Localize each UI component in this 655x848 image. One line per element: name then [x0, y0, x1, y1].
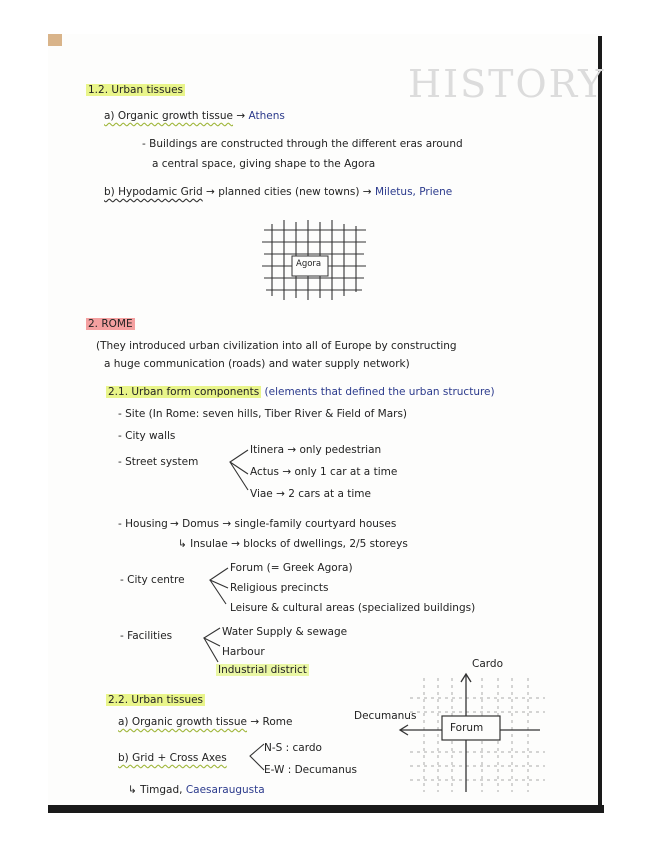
centre-item-forum: Forum (= Greek Agora): [230, 562, 353, 574]
street-item-viae: Viae → 2 cars at a time: [250, 488, 371, 500]
city-walls-line: - City walls: [118, 430, 176, 442]
axis-decumanus: E-W : Decumanus: [264, 764, 358, 776]
decumanus-label: Decumanus: [354, 710, 417, 722]
axes-brace: [246, 740, 266, 776]
watermark-text: HISTORY: [408, 62, 606, 106]
greek-hippodamic-line: b) Hypodamic Grid → planned cities (new towns) → Miletus, Priene: [104, 186, 453, 198]
page-edge-right: [598, 36, 602, 811]
facilities-brace: [198, 622, 224, 666]
housing-item-insulae: ↳ Insulae → blocks of dwellings, 2/5 storeys: [178, 538, 408, 550]
rome-organic-line: a) Organic growth tissue → Rome: [118, 716, 293, 728]
axis-cardo: N-S : cardo: [264, 742, 322, 754]
agora-label: Agora: [296, 259, 322, 269]
section-2-heading: 2. ROME: [88, 318, 133, 330]
site-line: - Site (In Rome: seven hills, Tiber River & Field of Mars): [118, 408, 408, 420]
rome-grid-label: b) Grid + Cross Axes: [118, 752, 227, 764]
greek-organic-line: a) Organic growth tissue → Athens: [104, 110, 285, 122]
facilities-label: - Facilities: [120, 630, 173, 642]
housing-label: - Housing: [118, 518, 168, 530]
rome-examples-line: ↳ Timgad, Caesaraugusta: [128, 784, 265, 796]
facility-item-industrial: Industrial district: [218, 664, 307, 676]
greek-organic-desc-1: - Buildings are constructed through the different eras around: [142, 138, 463, 150]
centre-item-leisure: Leisure & cultural areas (specialized buildings): [230, 602, 476, 614]
facility-item-water: Water Supply & sewage: [222, 626, 348, 638]
cardo-label: Cardo: [472, 658, 503, 670]
street-system-label: - Street system: [118, 456, 199, 468]
page-edge-bottom: [48, 805, 604, 813]
housing-item-domus: → Domus → single-family courtyard houses: [170, 518, 397, 530]
rome-intro-2: a huge communication (roads) and water supply network): [104, 358, 410, 370]
forum-label: Forum: [450, 722, 484, 734]
section-2-2-heading: 2.2. Urban tissues: [108, 694, 204, 706]
tape-corner: [48, 34, 62, 46]
section-1-2-heading: 1.2. Urban tissues: [88, 84, 184, 96]
street-item-itinera: Itinera → only pedestrian: [250, 444, 382, 456]
rome-intro-1: (They introduced urban civilization into all of Europe by constructing: [96, 340, 457, 352]
greek-organic-desc-2: a central space, giving shape to the Agora: [152, 158, 376, 170]
section-2-1-heading: 2.1. Urban form components (elements that defined the urban structure): [108, 386, 495, 398]
centre-brace: [204, 562, 230, 608]
street-brace: [224, 446, 250, 494]
facility-item-harbour: Harbour: [222, 646, 265, 658]
street-item-actus: Actus → only 1 car at a time: [250, 466, 398, 478]
city-centre-label: - City centre: [120, 574, 185, 586]
centre-item-religious: Religious precincts: [230, 582, 329, 594]
